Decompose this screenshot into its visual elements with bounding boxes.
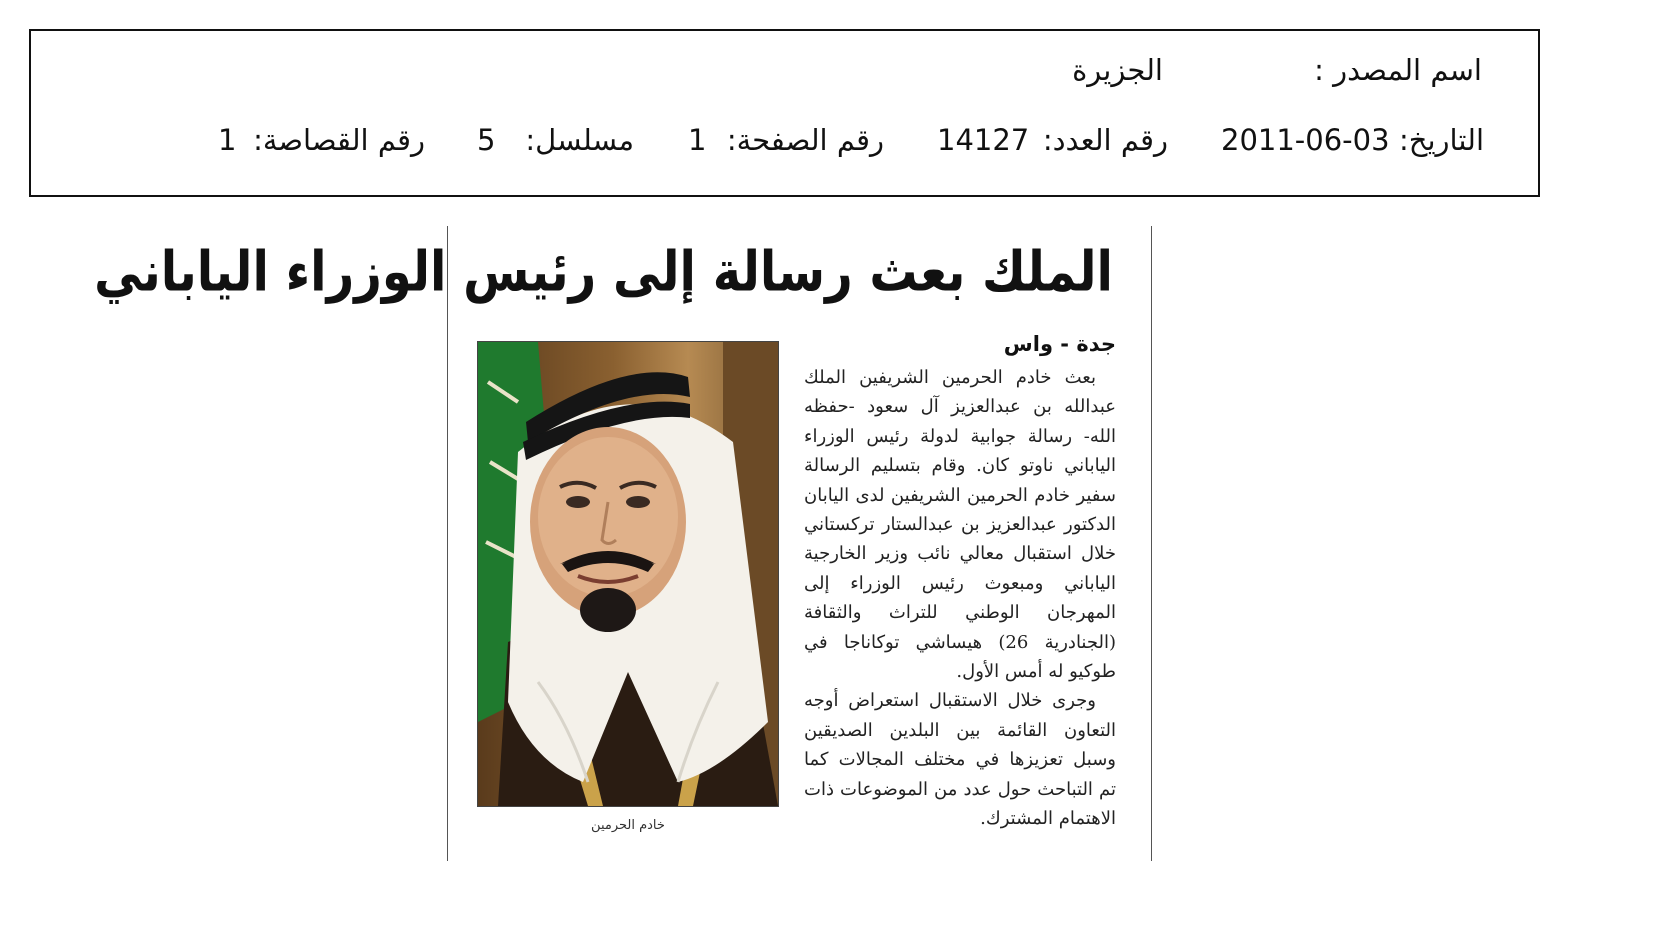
- article-body: [804, 363, 1116, 834]
- portrait-illustration: [478, 342, 778, 806]
- issue-value: 14127: [937, 123, 1030, 157]
- page-value: 1: [688, 123, 707, 157]
- date-label: التاريخ:: [1398, 123, 1484, 157]
- issue-label: رقم العدد:: [1042, 123, 1168, 157]
- article-paragraph: بعث خادم الحرمين الشريفين الملك عبدالله بن عبدالعزيز آل سعود -حفظه الله- رسالة جوابية لدولة رئيس الوزراء الياباني ناوتو كان. وقام بتسليم الرسالة سفير خادم الحرمين الشريفين لدى اليابان الدكتور عبدالعزيز بن عبدالستار تركستاني خلال استقبال معالي نائب وزير الخارجية الياباني ومبعوث رئيس الوزراء إلى المهرجان الوطني للتراث والثقافة (الجنادرية 26) هيساشي توكاناجا في طوكيو له أمس الأول.: [804, 367, 1116, 683]
- clipping-metadata-box: [29, 29, 1540, 197]
- date-value: 2011-06-03: [1221, 123, 1390, 157]
- photo-caption: خادم الحرمين: [591, 818, 665, 833]
- article-paragraph: وجرى خلال الاستقبال استعراض أوجه التعاون القائمة بين البلدين الصديقين وسبل تعزيزها في مختلف المجالات كما تم التباحث حول عدد من الموضوعات ذات الاهتمام المشترك.: [804, 690, 1116, 830]
- article-headline: الملك بعث رسالة إلى رئيس الوزراء الياباني: [94, 240, 1113, 305]
- article-dateline: جدة - واس: [1003, 332, 1116, 356]
- portrait-photo: [477, 341, 779, 807]
- source-label: اسم المصدر :: [1314, 53, 1482, 87]
- clip-value: 1: [218, 123, 237, 157]
- page-label: رقم الصفحة:: [726, 123, 884, 157]
- source-value: الجزيرة: [1072, 53, 1163, 87]
- clip-label: رقم القصاصة:: [253, 123, 425, 157]
- serial-value: 5: [477, 123, 496, 157]
- serial-label: مسلسل:: [525, 123, 634, 157]
- news-clipping: [94, 226, 1152, 861]
